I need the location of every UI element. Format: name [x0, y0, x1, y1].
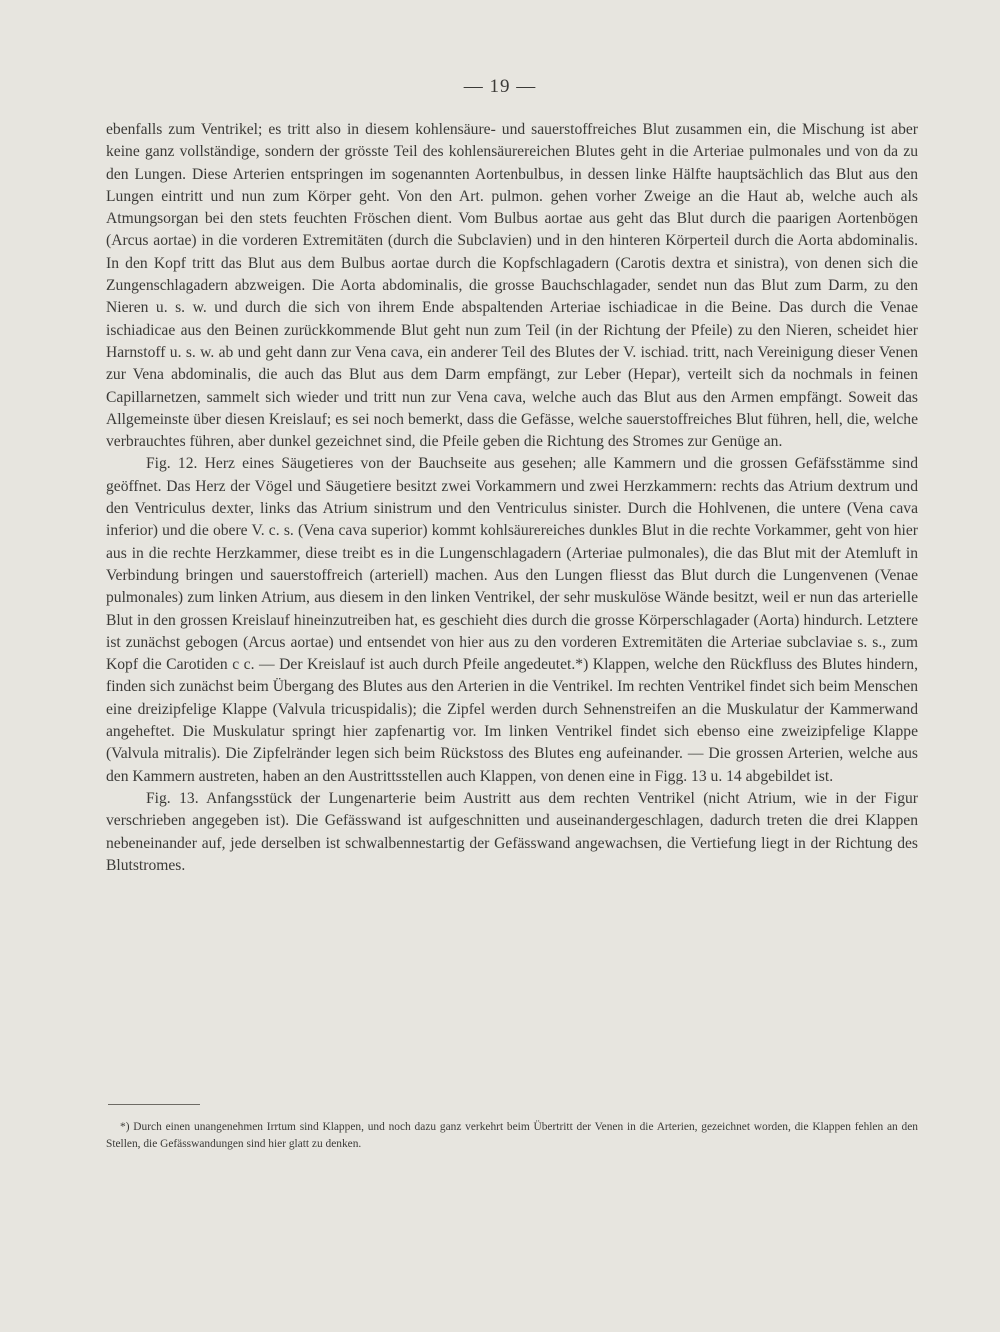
body-text [106, 119, 918, 877]
footnote: *) Durch einen unangenehmen Irrtum sind Klappen, und noch dazu ganz verkehrt beim Übertritt der Venen in die Arterien, gezeichnet worden, die Klappen fehlen an den Stellen, die Gefässwandungen sind hier glatt zu denken. [106, 1121, 918, 1150]
paragraph-continuation: ebenfalls zum Ventrikel; es tritt also in diesem kohlensäure- und sauerstoffreiches Blut zusammen ein, die Mischung ist aber keine ganz vollständige, sondern der grösste Teil des kohlensäurereichen Blutes geht in die Arteriae pulmonales und von da zu den Lungen. Diese Arterien entspringen im sogenannten Aortenbulbus, in dessen linke Hälfte hauptsächlich das Blut aus den Lungen eintritt und nun zum Körper geht. Von den Art. pulmon. gehen vorher Zweige an die Haut ab, welche auch als Atmungsorgan bei den stets feuchten Fröschen dient. Vom Bulbus aortae aus geht das Blut durch die paarigen Aortenbögen (Arcus aortae) in die vorderen Extremitäten (durch die Subclavien) und in den hinteren Körperteil durch die Aorta abdominalis. In den Kopf tritt das Blut aus dem Bulbus aortae durch die Kopfschlagadern (Carotis dextra et sinistra), von denen sich die Zungenschlagadern abzweigen. Die Aorta abdominalis, die grosse Bauchschlagader, sendet nun das Blut zum Darm, zu den Nieren u. s. w. und durch die sich von ihrem Ende abspaltenden Arteriae ischiadicae in die Beine. Das durch die Venae ischiadicae aus den Beinen zurückkommende Blut geht nun zum Teil (in der Richtung der Pfeile) zu den Nieren, scheidet hier Harnstoff u. s. w. ab und geht dann zur Vena cava, ein anderer Teil des Blutes der V. ischiad. tritt, nach Vereinigung dieser Venen zur Vena abdominalis, die auch das Blut aus dem Darm empfängt, zur Leber (Hepar), verteilt sich da nochmals in feinen Capillarnetzen, sammelt sich wieder und tritt nun zur Vena cava, welche auch das Blut aus den Armen empfängt. Soweit das Allgemeinste über diesen Kreislauf; es sei noch bemerkt, dass die Gefässe, welche sauerstoffreiches Blut führen, hell, die, welche verbrauchtes führen, aber dunkel gezeichnet sind, die Pfeile geben die Richtung des Stromes zur Genüge an. [106, 121, 918, 451]
page-number: — 19 — [463, 76, 537, 97]
paragraph-fig-13: Fig. 13. Anfangsstück der Lungenarterie beim Austritt aus dem rechten Ventrikel (nicht Atrium, wie in der Figur verschrieben angegeben ist). Die Gefässwand ist aufgeschnitten und auseinandergeschlagen, dadurch treten die drei Klappen nebeneinander auf, jede derselben ist schwalbennestartig der Gefässwand angewachsen, die Vertiefung liegt in der Richtung des Blutstromes. [106, 789, 918, 874]
footnote-divider [108, 1104, 200, 1105]
paragraph-fig-12: Fig. 12. Herz eines Säugetieres von der Bauchseite aus gesehen; alle Kammern und die grossen Gefäfsstämme sind geöffnet. Das Herz der Vögel und Säugetiere besitzt zwei Vorkammern und zwei Herzkammern: rechts das Atrium dextrum und den Ventriculus dexter, links das Atrium sinistrum und den Ventriculus sinister. Durch die Hohlvenen, die untere (Vena cava inferior) und die obere V. c. s. (Vena cava superior) kommt kohlsäurereiches dunkles Blut in die rechte Vorkammer, geht von hier aus in die rechte Herzkammer, diese treibt es in die Lungenschlagadern (Arteriae pulmonales), die das Blut mit der Atemluft in Verbindung bringen und sauerstoffreich (arteriell) machen. Aus den Lungen fliesst das Blut durch die Lungenvenen (Venae pulmonales) zum linken Atrium, aus diesem in den linken Ventrikel, der sehr muskulöse Wände besitzt, weil er nun das arterielle Blut in den grossen Kreislauf hineinzutreiben hat, es geschieht dies durch die grosse Körperschlagader (Aorta) hindurch. Letztere ist zunächst gebogen (Arcus aortae) und entsendet von hier aus zu den vorderen Extremitäten die Arteriae subclaviae s. s., zum Kopf die Carotiden c c. — Der Kreislauf ist auch durch Pfeile angedeutet.*) Klappen, welche den Rückfluss des Blutes hindern, finden sich zunächst beim Übergang des Blutes aus den Arterien in die Ventrikel. Im rechten Ventrikel findet sich beim Menschen eine dreizipfelige Klappe (Valvula tricuspidalis); die Zipfel werden durch Sehnenstreifen an die Muskulatur der Kammerwand angeheftet. Die Muskulatur springt hier zapfenartig vor. Im linken Ventrikel findet sich ebenso eine zweizipfelige Klappe (Valvula mitralis). Die Zipfelränder legen sich beim Rückstoss des Blutes eng aufeinander. — Die grossen Arterien, welche aus den Kammern austreten, haben an den Austrittsstellen auch Klappen, von denen eine in Figg. 13 u. 14 abgebildet ist. [106, 455, 918, 785]
